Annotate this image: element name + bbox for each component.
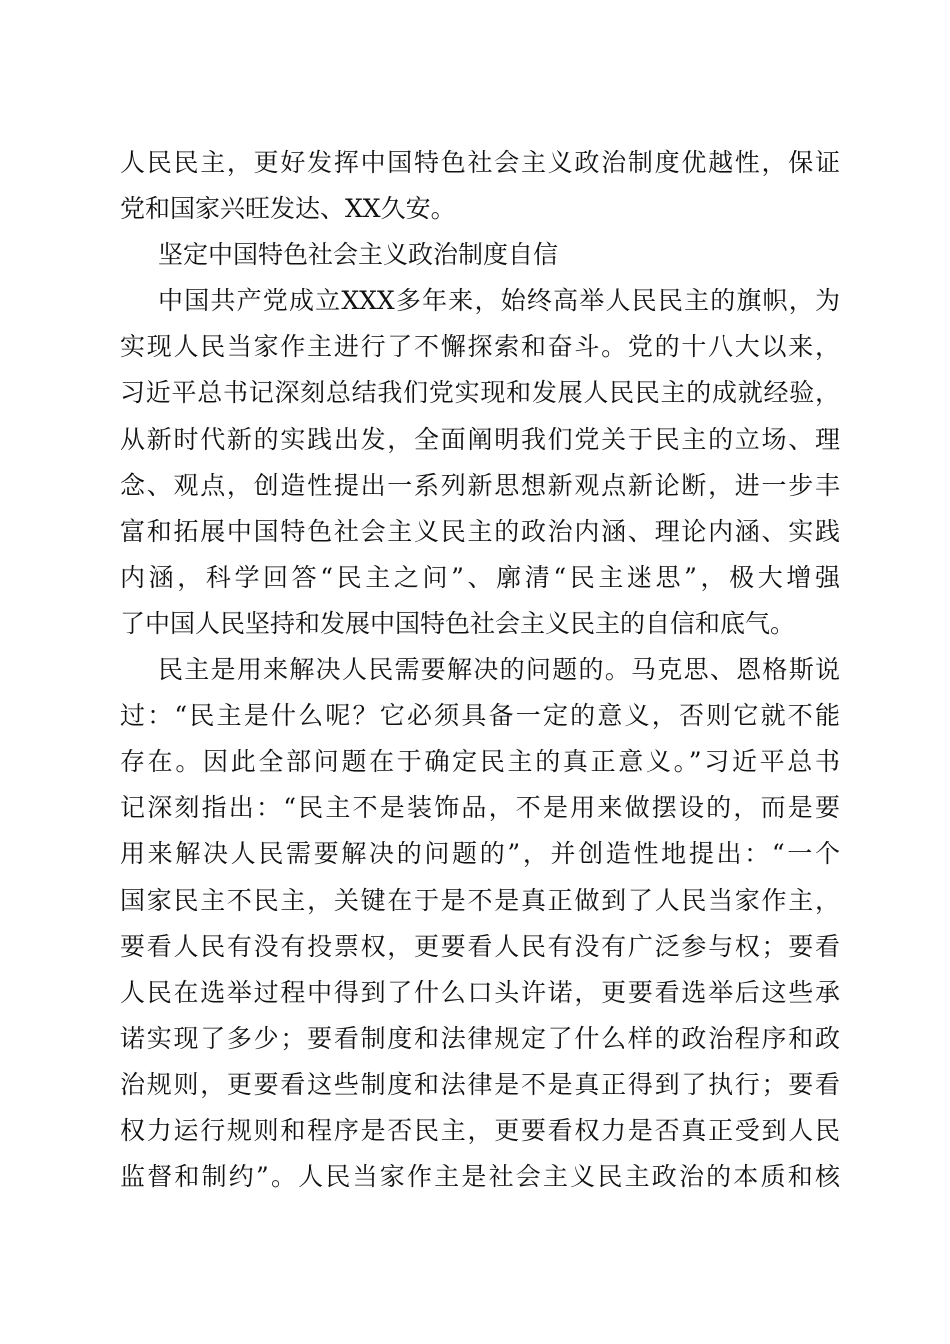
- text-line: 实现人民当家作主进行了不懈探索和奋斗。党的十八大以来，: [120, 332, 840, 362]
- paragraph-continuation: [120, 140, 840, 232]
- text-line: 用来解决人民需要解决的问题的”，并创造性地提出：“一个: [120, 839, 840, 869]
- text-line: 人民民主，更好发挥中国特色社会主义政治制度优越性，保证: [120, 148, 840, 177]
- paragraph: [120, 647, 840, 1200]
- text-line: 内涵，科学回答“民主之问”、廓清“民主迷思”，极大增强: [120, 562, 840, 592]
- paragraph: [120, 278, 840, 647]
- text-line: 富和拓展中国特色社会主义民主的政治内涵、理论内涵、实践: [120, 516, 840, 546]
- text-line: 记深刻指出：“民主不是装饰品，不是用来做摆设的，而是要: [120, 793, 840, 823]
- text-line: 念、观点，创造性提出一系列新思想新观点新论断，进一步丰: [120, 470, 840, 500]
- text-line: 习近平总书记深刻总结我们党实现和发展人民民主的成就经验，: [120, 378, 840, 408]
- text-line: 治规则，更要看这些制度和法律是不是真正得到了执行；要看: [120, 1069, 840, 1099]
- text-line: 党和国家兴旺发达、XX久安。: [120, 194, 456, 224]
- section-heading: 坚定中国特色社会主义政治制度自信: [158, 240, 559, 270]
- text-line: 从新时代新的实践出发，全面阐明我们党关于民主的立场、理: [120, 424, 840, 454]
- text-line: 权力运行规则和程序是否民主，更要看权力是否真正受到人民: [120, 1115, 840, 1145]
- text-line: 人民在选举过程中得到了什么口头许诺，更要看选举后这些承: [120, 977, 840, 1007]
- text-line: 诺实现了多少；要看制度和法律规定了什么样的政治程序和政: [120, 1023, 840, 1053]
- text-line: 中国共产党成立XXX多年来，始终高举人民民主的旗帜，为: [158, 286, 840, 316]
- text-line: 存在。因此全部问题在于确定民主的真正意义。”习近平总书: [120, 747, 840, 777]
- document-body: [120, 140, 840, 1200]
- text-line: 过：“民主是什么呢？它必须具备一定的意义，否则它就不能: [120, 701, 840, 731]
- text-line: 监督和制约”。人民当家作主是社会主义民主政治的本质和核: [120, 1162, 840, 1192]
- text-line: 民主是用来解决人民需要解决的问题的。马克思、恩格斯说: [158, 655, 840, 685]
- text-line: 国家民主不民主，关键在于是不是真正做到了人民当家作主，: [120, 885, 840, 915]
- text-line: 要看人民有没有投票权，更要看人民有没有广泛参与权；要看: [120, 931, 840, 961]
- text-line: 了中国人民坚持和发展中国特色社会主义民主的自信和底气。: [120, 608, 796, 638]
